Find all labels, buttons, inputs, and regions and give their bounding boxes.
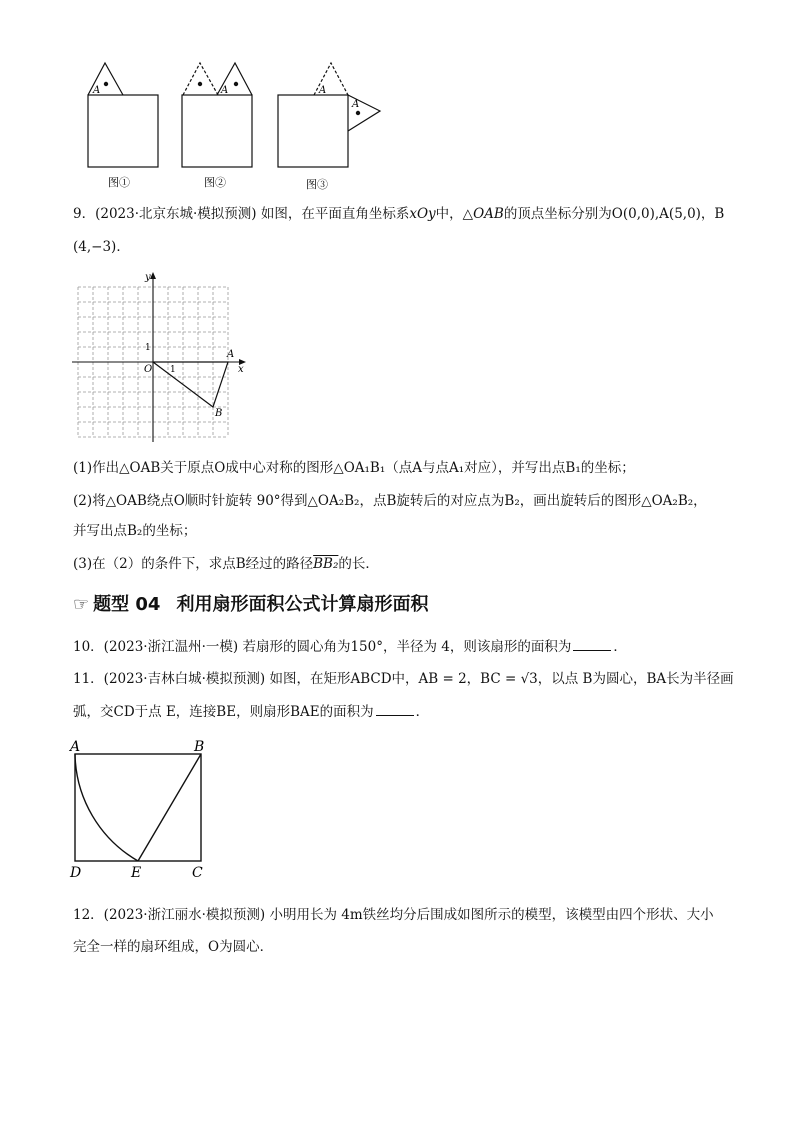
label-d: D — [70, 865, 82, 881]
q11-line-2 — [73, 702, 429, 721]
q9-text-a: 9．(2023·北京东城·模拟预测) 如图，在平面直角坐标系 — [73, 206, 410, 222]
figure-2 — [182, 63, 252, 167]
q10-end: ． — [613, 639, 627, 655]
figure-3-label-a-top: A — [319, 85, 327, 96]
unit-label-x: 1 — [170, 365, 176, 375]
axis-label-x: x — [238, 364, 244, 375]
figure-2-dot-1 — [198, 82, 202, 86]
section-heading — [73, 593, 428, 617]
rectangle-abcd — [75, 754, 201, 861]
q9-line-2: (4,−3)． — [73, 239, 130, 255]
section-title: 利用扇形面积公式计算扇形面积 — [176, 594, 429, 615]
q9-line-1 — [73, 205, 724, 223]
figure-2-dot-2 — [234, 82, 238, 86]
q9-part-3-pre: (3)在（2）的条件下，求点B经过的路径 — [73, 556, 314, 572]
q12-line-2: 完全一样的扇环组成，O为圆心． — [73, 939, 274, 955]
answer-blank[interactable] — [573, 637, 611, 651]
q9-part-3-post: 的长． — [338, 556, 379, 572]
q9-var-oab: OAB — [473, 206, 504, 222]
caption-figure-1: 图① — [108, 176, 130, 189]
q9-part-1: (1)作出△OAB关于原点O成中心对称的图形△OA₁B₁（点A与点A₁对应），并写出点B₁的坐标； — [73, 460, 635, 476]
q9-text-c: 的顶点坐标分别为O(0,0),A(5,0)，B — [503, 206, 725, 222]
figure-3-dot — [356, 111, 360, 115]
figure-1 — [88, 63, 158, 167]
rectangle-sector-figure — [68, 734, 218, 882]
caption-figure-2: 图② — [204, 176, 226, 189]
label-c: C — [192, 865, 203, 881]
answer-blank[interactable] — [376, 702, 414, 716]
figure-3-label-a: A — [352, 99, 360, 110]
figure-1-label-a: A — [93, 85, 101, 96]
top-figures — [80, 55, 390, 195]
point-label-a: A — [227, 349, 235, 360]
label-e: E — [131, 865, 142, 881]
q11-line-1: 11．(2023·吉林白城·模拟预测) 如图，在矩形ABCD中，AB = 2，BC = √3，以点 B为圆心，BA长为半径画 — [73, 671, 734, 687]
q11-end: ． — [415, 704, 430, 720]
q10-line — [73, 637, 627, 656]
q9-text-b: 中，△ — [435, 206, 474, 222]
figure-1-dot — [104, 82, 108, 86]
caption-figure-3: 图③ — [306, 178, 328, 191]
triangle-oab — [153, 362, 228, 407]
label-b: B — [194, 739, 205, 755]
q9-part-2b: 并写出点B₂的坐标； — [73, 523, 197, 539]
pointing-hand-icon: ☞ — [73, 594, 90, 615]
point-label-b: B — [215, 408, 223, 419]
q12-line-1: 12．(2023·浙江丽水·模拟预测) 小明用长为 4m铁丝均分后围成如图所示的模型，该模型由四个形状、大小 — [73, 907, 714, 923]
figure-3 — [278, 63, 380, 167]
q9-part-2a: (2)将△OAB绕点O顺时针旋转 90°得到△OA₂B₂，点B旋转后的对应点为B₂，画出旋转后的图形△OA₂B₂， — [73, 493, 707, 509]
q9-part-3 — [73, 555, 379, 573]
axis-label-y: y — [145, 272, 151, 283]
label-a: A — [70, 739, 81, 755]
origin-label: O — [144, 364, 153, 375]
q9-part-3-arc: BB₂ — [313, 556, 339, 572]
q9-var-xoy: xOy — [409, 206, 436, 222]
arc-ae — [75, 754, 138, 861]
coordinate-grid-figure — [72, 268, 252, 444]
q10-text: 10．(2023·浙江温州·一模) 若扇形的圆心角为150°，半径为 4，则该扇形的面积为 — [73, 639, 572, 655]
figure-2-label-a: A — [221, 85, 229, 96]
segment-be — [138, 754, 201, 861]
section-label: 题型 04 — [93, 594, 161, 615]
unit-label-y: 1 — [145, 343, 151, 353]
q11-text: 弧，交CD于点 E，连接BE，则扇形BAE的面积为 — [73, 704, 374, 720]
